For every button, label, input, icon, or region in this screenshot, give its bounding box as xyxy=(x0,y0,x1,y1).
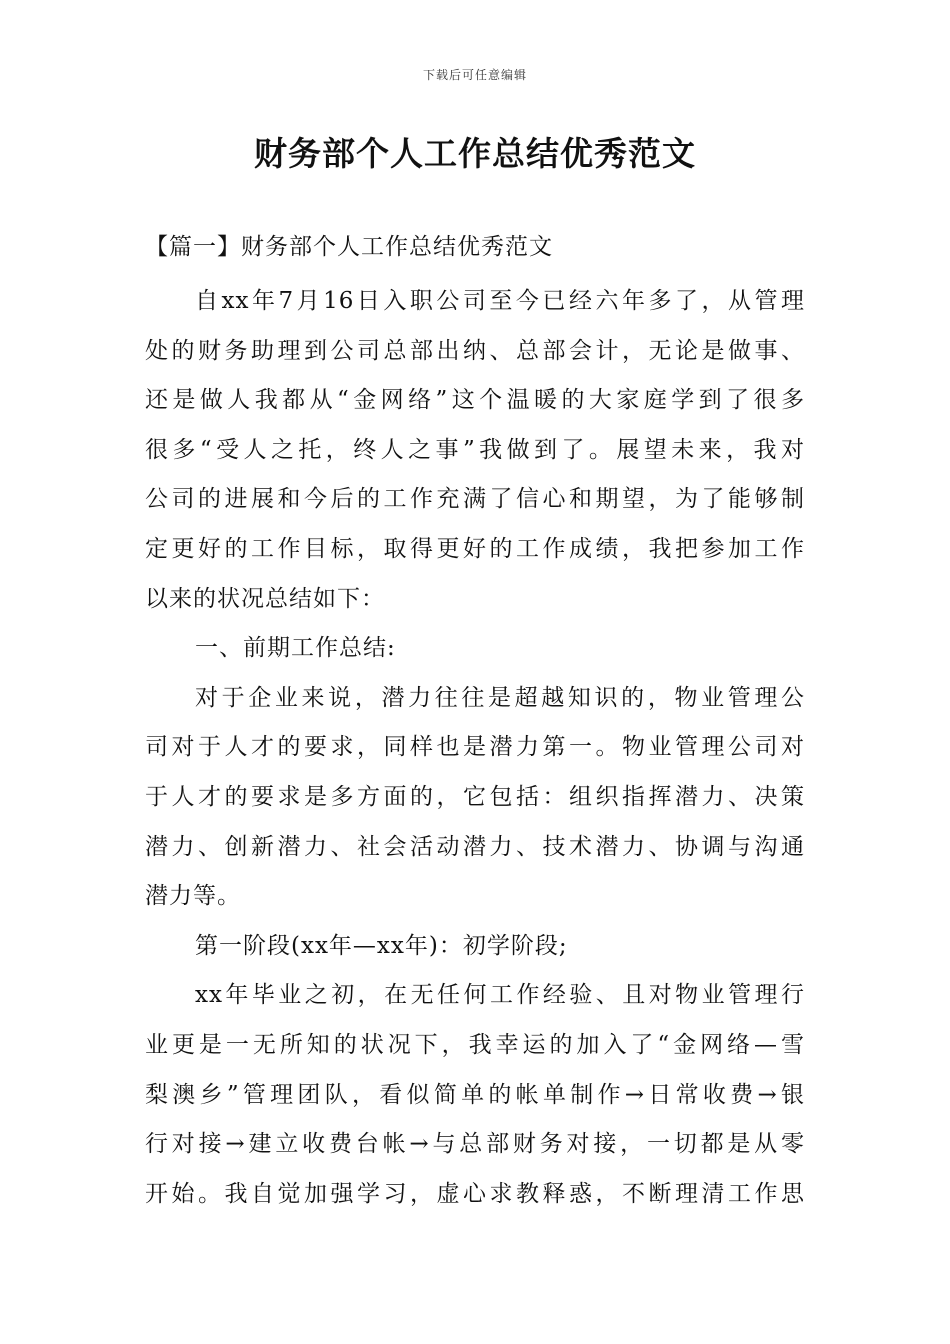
section-heading: 【篇一】财务部个人工作总结优秀范文 xyxy=(145,234,553,260)
text-line: 司对于人才的要求，同样也是潜力第一。物业管理公司对 xyxy=(145,734,805,761)
text-line: 第一阶段(xx年—xx年)：初学阶段; xyxy=(195,932,568,959)
text-line: 于人才的要求是多方面的，它包括：组织指挥潜力、决策 xyxy=(145,783,805,810)
text-line: 公司的进展和今后的工作充满了信心和期望，为了能够制 xyxy=(145,486,805,513)
text-line: 潜力、创新潜力、社会活动潜力、技术潜力、协调与沟通 xyxy=(145,833,805,860)
text-line: 对于企业来说，潜力往往是超越知识的，物业管理公 xyxy=(195,684,805,711)
text-line: 以来的状况总结如下： xyxy=(145,585,385,612)
text-line: 行对接→建立收费台帐→与总部财务对接，一切都是从零 xyxy=(145,1131,805,1158)
text-line: 梨澳乡”管理团队，看似简单的帐单制作→日常收费→银 xyxy=(145,1081,805,1108)
text-line: 开始。我自觉加强学习，虚心求教释惑，不断理清工作思 xyxy=(145,1180,805,1207)
text-line: 自xx年7月16日入职公司至今已经六年多了，从管理 xyxy=(195,288,805,314)
text-line: 很多“受人之托，终人之事”我做到了。展望未来，我对 xyxy=(145,436,805,463)
document-title: 财务部个人工作总结优秀范文 xyxy=(254,134,696,173)
text-line: xx年毕业之初，在无任何工作经验、且对物业管理行 xyxy=(195,982,805,1009)
text-line: 潜力等。 xyxy=(145,883,241,910)
text-line: 定更好的工作目标，取得更好的工作成绩，我把参加工作 xyxy=(145,535,805,562)
text-line: 处的财务助理到公司总部出纳、总部会计，无论是做事、 xyxy=(145,337,805,364)
text-line: 还是做人我都从“金网络”这个温暖的大家庭学到了很多 xyxy=(145,387,805,414)
text-line: 一、前期工作总结: xyxy=(195,635,396,662)
body-text xyxy=(145,277,805,1219)
header-note: 下载后可任意编辑 xyxy=(422,68,527,82)
text-line: 业更是一无所知的状况下，我幸运的加入了“金网络—雪 xyxy=(145,1031,805,1058)
